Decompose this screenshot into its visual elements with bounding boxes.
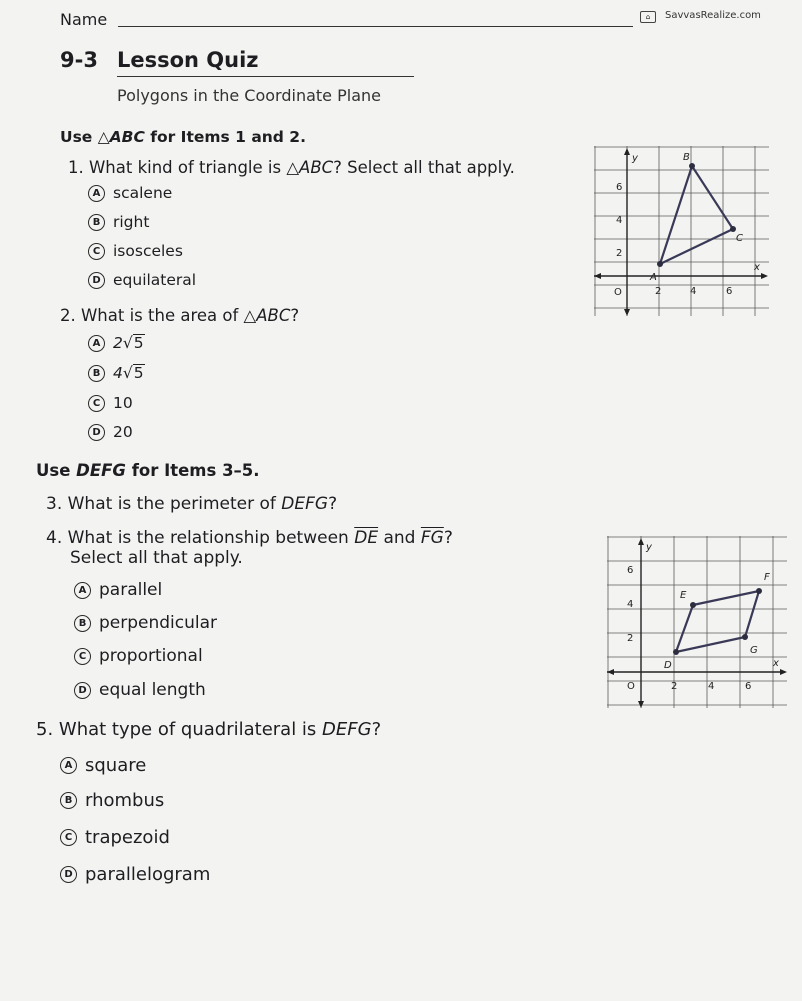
y-tick-label: 2 (627, 633, 634, 644)
point-g (742, 634, 748, 640)
axis-arrow (638, 538, 644, 545)
option-letter-circle: A (88, 335, 105, 352)
q2-suffix: ? (290, 306, 300, 325)
section2-intro (36, 461, 260, 480)
y-tick-label: 6 (627, 565, 634, 576)
q4-option-c[interactable] (74, 646, 203, 666)
point-label-a: A (650, 272, 657, 283)
option-text: trapezoid (85, 827, 170, 848)
option-letter-circle: B (60, 792, 77, 809)
quiz-number: 9-3 (60, 48, 98, 72)
q5-suffix: ? (371, 719, 382, 740)
q1-option-a[interactable] (88, 184, 172, 202)
intro-suffix: for Items 3–5. (125, 461, 260, 480)
point-label-b: B (683, 152, 690, 163)
option-text: equal length (99, 680, 206, 700)
x-axis-label: x (773, 658, 779, 669)
question-3 (46, 494, 337, 514)
option-letter-circle: C (88, 243, 105, 260)
option-letter-circle: A (74, 582, 91, 599)
axis-arrow (780, 669, 787, 675)
q1-suffix: ? Select all that apply. (333, 158, 515, 177)
y-tick-label: 2 (616, 248, 623, 259)
quadrilateral-defg-graph (607, 536, 787, 708)
savvas-icon: ⌂ (640, 11, 656, 23)
quadrilateral-defg (676, 591, 759, 652)
option-text: isosceles (113, 242, 183, 260)
x-tick-label: 6 (745, 681, 752, 692)
question-2 (60, 306, 299, 325)
q1-option-d[interactable] (88, 271, 196, 289)
option-letter-circle: D (88, 424, 105, 441)
option-letter-circle: B (88, 365, 105, 382)
option-letter-circle: D (88, 272, 105, 289)
q2-triangle: △ABC (243, 306, 291, 325)
x-axis-label: x (754, 262, 760, 273)
option-text: 10 (113, 394, 133, 412)
name-line[interactable] (118, 26, 633, 27)
option-letter-circle: D (74, 682, 91, 699)
axis-arrow (761, 273, 768, 279)
point-a (657, 261, 663, 267)
option-text: proportional (99, 646, 203, 666)
axis-arrow (624, 309, 630, 316)
option-text: 20 (113, 423, 133, 441)
option-letter-circle: B (88, 214, 105, 231)
point-c (730, 226, 736, 232)
point-label-d: D (664, 660, 672, 671)
q5-option-a[interactable] (60, 755, 146, 776)
point-label-c: C (736, 233, 743, 244)
axis-arrow (638, 701, 644, 708)
option-text: parallel (99, 580, 163, 600)
y-tick-label: 4 (616, 215, 623, 226)
q4-line2: Select all that apply. (70, 548, 243, 568)
option-letter-circle: A (88, 185, 105, 202)
option-text: square (85, 755, 147, 776)
axis-arrow (624, 148, 630, 155)
intro-name: DEFG (76, 461, 126, 480)
site-name: SavvasRealize.com (665, 10, 761, 21)
option-radicand: 5 (133, 334, 144, 352)
x-tick-label: 4 (690, 286, 697, 297)
q2-option-c[interactable] (88, 394, 133, 412)
point-label-e: E (680, 590, 687, 601)
option-letter-circle: C (74, 648, 91, 665)
q3-suffix: ? (328, 494, 338, 514)
origin-label: O (614, 287, 622, 298)
point-label-f: F (764, 572, 770, 583)
option-letter-circle: C (88, 395, 105, 412)
option-letter-circle: C (60, 829, 77, 846)
q5-option-d[interactable] (60, 864, 210, 885)
intro-prefix: Use (36, 461, 77, 480)
segment-fg: $\overline{FG}$ (420, 528, 444, 548)
q3-prefix: 3. What is the perimeter of (46, 494, 282, 514)
name-label: Name (60, 10, 108, 29)
option-letter-circle: A (60, 757, 77, 774)
y-tick-label: 6 (616, 182, 623, 193)
q5-option-c[interactable] (60, 827, 170, 848)
q4-middle: and (378, 528, 421, 548)
option-coef: 4 (113, 364, 123, 383)
x-tick-label: 4 (708, 681, 715, 692)
q2-prefix: 2. What is the area of (60, 306, 244, 325)
q1-prefix: 1. What kind of triangle is (68, 158, 287, 177)
triangle-abc-graph (594, 146, 769, 316)
x-tick-label: 2 (671, 681, 678, 692)
title-rule (117, 76, 414, 77)
quiz-title: Lesson Quiz (117, 48, 259, 72)
intro-prefix: Use (60, 128, 98, 146)
y-axis-label: y (632, 153, 638, 164)
question-5 (36, 719, 381, 740)
sqrt-symbol: √ (122, 364, 133, 383)
y-axis-label: y (646, 542, 652, 553)
option-text: parallelogram (85, 864, 211, 885)
section1-intro (60, 128, 306, 146)
quiz-subtitle: Polygons in the Coordinate Plane (117, 86, 381, 105)
intro-suffix: for Items 1 and 2. (144, 128, 306, 146)
option-text: equilateral (113, 271, 197, 289)
option-text: rhombus (85, 790, 165, 811)
option-text: perpendicular (99, 613, 218, 633)
point-b (689, 163, 695, 169)
intro-triangle: △ABC (97, 128, 145, 146)
q4-prefix: 4. What is the relationship between (46, 528, 355, 548)
point-e (690, 602, 696, 608)
point-label-g: G (750, 645, 758, 656)
q1-triangle: △ABC (286, 158, 334, 177)
q4-suffix: ? (443, 528, 453, 548)
option-text: scalene (113, 184, 173, 202)
segment-de: $\overline{DE}$ (354, 528, 379, 548)
question-1 (68, 158, 515, 177)
option-coef: 2 (113, 334, 123, 353)
q3-name: DEFG (281, 494, 329, 514)
option-letter-circle: D (60, 866, 77, 883)
point-d (673, 649, 679, 655)
q1-option-c[interactable] (88, 242, 183, 260)
origin-label: O (627, 681, 635, 692)
x-tick-label: 2 (655, 286, 662, 297)
option-radicand: 5 (133, 364, 144, 382)
x-tick-label: 6 (726, 286, 733, 297)
q5-name: DEFG (322, 719, 372, 740)
q4-option-b[interactable] (74, 613, 217, 633)
q1-option-b[interactable] (88, 213, 149, 231)
q4-option-d[interactable] (74, 680, 206, 700)
q5-option-b[interactable] (60, 790, 164, 811)
option-letter-circle: B (74, 615, 91, 632)
q2-option-d[interactable] (88, 423, 133, 441)
triangle-abc (660, 166, 733, 264)
sqrt-symbol: √ (122, 334, 133, 353)
point-f (756, 588, 762, 594)
option-text: right (113, 213, 150, 231)
q2-option-a[interactable] (88, 334, 145, 352)
y-tick-label: 4 (627, 599, 634, 610)
q2-option-b[interactable] (88, 364, 145, 382)
question-4 (46, 528, 453, 548)
q5-prefix: 5. What type of quadrilateral is (36, 719, 323, 740)
q4-option-a[interactable] (74, 580, 162, 600)
